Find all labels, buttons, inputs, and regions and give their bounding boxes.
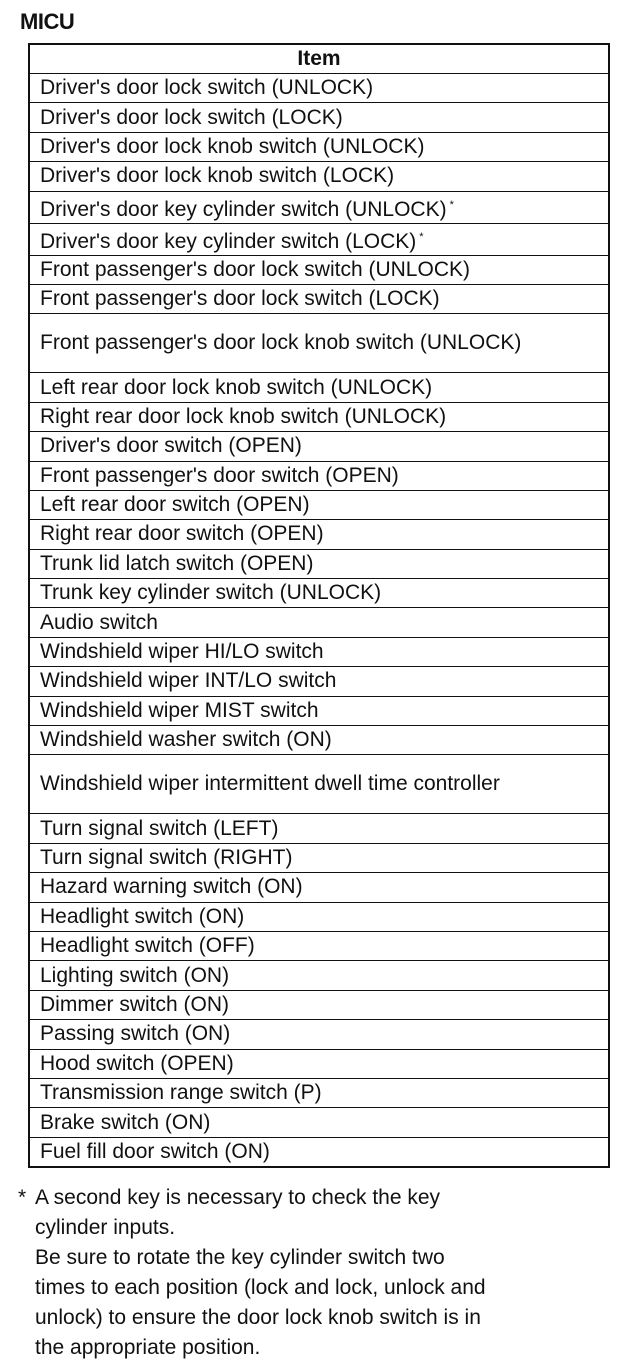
table-cell: Right rear door lock knob switch (UNLOCK) [29, 402, 609, 431]
table-cell: Front passenger's door lock switch (LOCK) [29, 284, 609, 313]
table-row [29, 1049, 609, 1078]
table-row [29, 162, 609, 191]
footnote-asterisk: * [419, 230, 424, 243]
footnote-line: unlock) to ensure the door lock knob switch is in [35, 1306, 481, 1329]
table-row [29, 1108, 609, 1137]
table-cell: Fuel fill door switch (ON) [29, 1137, 609, 1167]
footnote-line: A second key is necessary to check the key [35, 1186, 441, 1209]
table-cell: Hood switch (OPEN) [29, 1049, 609, 1078]
table-cell: Windshield wiper MIST switch [29, 696, 609, 725]
footnote-line: times to each position (lock and lock, unlock and [35, 1276, 486, 1299]
table-cell: Driver's door lock knob switch (UNLOCK) [29, 132, 609, 161]
footnote [18, 1183, 618, 1363]
table-cell: Hazard warning switch (ON) [29, 873, 609, 902]
column-header-item: Item [29, 44, 609, 74]
table-row [29, 961, 609, 990]
table-row [29, 1078, 609, 1107]
table-row [29, 814, 609, 843]
table-cell: Driver's door lock switch (LOCK) [29, 103, 609, 132]
table-row [29, 549, 609, 578]
table-cell: Transmission range switch (P) [29, 1078, 609, 1107]
table-cell: Audio switch [29, 608, 609, 637]
footnote-line: Be sure to rotate the key cylinder switch two [35, 1246, 445, 1269]
table-row [29, 579, 609, 608]
table-cell: Dimmer switch (ON) [29, 990, 609, 1019]
table-row [29, 696, 609, 725]
table-row [29, 490, 609, 519]
table-cell: Trunk key cylinder switch (UNLOCK) [29, 579, 609, 608]
table-row [29, 755, 609, 814]
table-row [29, 873, 609, 902]
footnote-asterisk: * [449, 198, 454, 211]
table-row [29, 461, 609, 490]
footnote-line: the appropriate position. [35, 1336, 261, 1359]
table-cell: Front passenger's door switch (OPEN) [29, 461, 609, 490]
table-cell: Turn signal switch (RIGHT) [29, 843, 609, 872]
table-cell-text: Driver's door key cylinder switch (LOCK) [40, 229, 417, 253]
table-row [29, 74, 609, 103]
table-cell: Left rear door switch (OPEN) [29, 490, 609, 519]
page-title: MICU [20, 9, 75, 34]
table-row [29, 1137, 609, 1167]
table-cell-with-note [29, 191, 609, 223]
table-cell: Windshield wiper intermittent dwell time controller [29, 755, 609, 814]
table-cell: Driver's door lock switch (UNLOCK) [29, 74, 609, 103]
table-cell: Lighting switch (ON) [29, 961, 609, 990]
table-row [29, 255, 609, 284]
table-cell: Driver's door lock knob switch (LOCK) [29, 162, 609, 191]
footnote-mark: * [18, 1186, 27, 1209]
table-cell: Windshield wiper HI/LO switch [29, 637, 609, 666]
table-cell: Front passenger's door lock switch (UNLOCK) [29, 255, 609, 284]
table-cell: Passing switch (ON) [29, 1020, 609, 1049]
table-row [29, 667, 609, 696]
table-row [29, 402, 609, 431]
table-cell: Turn signal switch (LEFT) [29, 814, 609, 843]
table-cell: Right rear door switch (OPEN) [29, 520, 609, 549]
table-cell: Driver's door switch (OPEN) [29, 432, 609, 461]
table-row [29, 637, 609, 666]
table-row [29, 191, 609, 223]
table-cell: Windshield wiper INT/LO switch [29, 667, 609, 696]
table-header-row [29, 44, 609, 74]
table-cell: Windshield washer switch (ON) [29, 726, 609, 755]
table-row [29, 432, 609, 461]
table-row [29, 373, 609, 402]
table-cell: Headlight switch (OFF) [29, 931, 609, 960]
table-row [29, 931, 609, 960]
footnote-line: cylinder inputs. [35, 1216, 176, 1239]
table-row [29, 103, 609, 132]
table-row [29, 223, 609, 255]
table-cell: Headlight switch (ON) [29, 902, 609, 931]
table-cell: Brake switch (ON) [29, 1108, 609, 1137]
table-row [29, 843, 609, 872]
table-row [29, 990, 609, 1019]
table-row [29, 284, 609, 313]
table-cell: Front passenger's door lock knob switch (UNLOCK) [29, 314, 609, 373]
table-cell: Left rear door lock knob switch (UNLOCK) [29, 373, 609, 402]
table-cell-text: Driver's door key cylinder switch (UNLOCK) [40, 197, 447, 221]
table-row [29, 520, 609, 549]
table-row [29, 314, 609, 373]
table-cell-with-note [29, 223, 609, 255]
micu-items-table [28, 43, 610, 1168]
table-row [29, 132, 609, 161]
table-row [29, 1020, 609, 1049]
table-row [29, 608, 609, 637]
table-row [29, 902, 609, 931]
table-cell: Trunk lid latch switch (OPEN) [29, 549, 609, 578]
table-row [29, 726, 609, 755]
